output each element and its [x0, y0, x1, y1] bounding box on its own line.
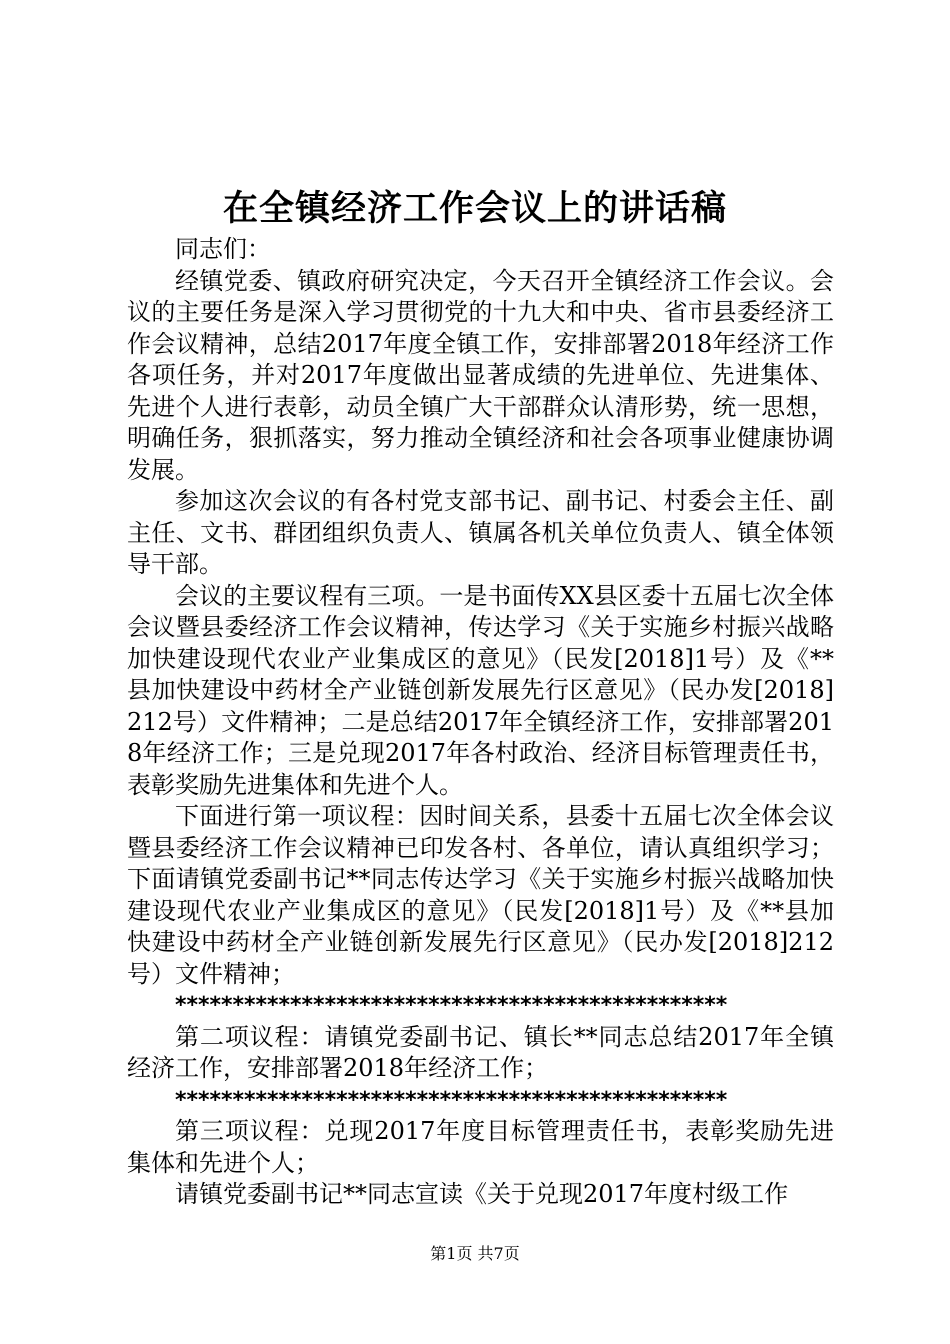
paragraph-intro: 经镇党委、镇政府研究决定，今天召开全镇经济工作会议。会议的主要任务是深入学习贯彻党的十九大和中央、省市县委经济工作会议精神，总结2017年度全镇工作，安排部署2018年经济工作各项任务，并对2017年度做出显著成绩的先进单位、先进集体、先进个人进行表彰，动员全镇广大干部群众认清形势，统一思想，明确任务，狠抓落实，努力推动全镇经济和社会各项事业健康协调发展。 [127, 266, 834, 484]
page-footer: 第1页 共7页 [430, 1244, 520, 1263]
paragraph-item-two: 第二项议程：请镇党委副书记、镇长**同志总结2017年全镇经济工作，安排部署2018年经济工作； [127, 1022, 834, 1082]
paragraph-item-three: 第三项议程：兑现2017年度目标管理责任书，表彰奖励先进集体和先进个人； [127, 1117, 834, 1177]
separator-line: ************************************************ [175, 993, 728, 1018]
paragraph-item-one: 下面进行第一项议程：因时间关系，县委十五届七次全体会议暨县委经济工作会议精神已印发各村、各单位，请认真组织学习；下面请镇党委副书记**同志传达学习《关于实施乡村振兴战略加快建设现代农业产业集成区的意见》（民发[2018]1号）及《**县加快建设中药材全产业链创新发展先行区意见》（民办发[2018]212号）文件精神； [127, 802, 834, 988]
paragraph-announcement: 请镇党委副书记**同志宣读《关于兑现2017年度村级工作 [175, 1180, 789, 1208]
separator-line: ************************************************ [175, 1087, 728, 1113]
document-title: 在全镇经济工作会议上的讲话稿 [222, 188, 727, 229]
document-body [127, 234, 834, 1211]
paragraph-attendees: 参加这次会议的有各村党支部书记、副书记、村委会主任、副主任、文书、群团组织负责人、镇属各机关单位负责人、镇全体领导干部。 [127, 487, 834, 578]
paragraph-agenda: 会议的主要议程有三项。一是书面传XX县区委十五届七次全体会议暨县委经济工作会议精神，传达学习《关于实施乡村振兴战略加快建设现代农业产业集成区的意见》（民发[2018]1号）及《**县加快建设中药材全产业链创新发展先行区意见》（民办发[2018]212号）文件精神；二是总结2017年全镇经济工作，安排部署2018年经济工作；三是兑现2017年各村政治、经济目标管理责任书，表彰奖励先进集体和先进个人。 [127, 581, 834, 799]
salutation: 同志们： [175, 235, 271, 263]
